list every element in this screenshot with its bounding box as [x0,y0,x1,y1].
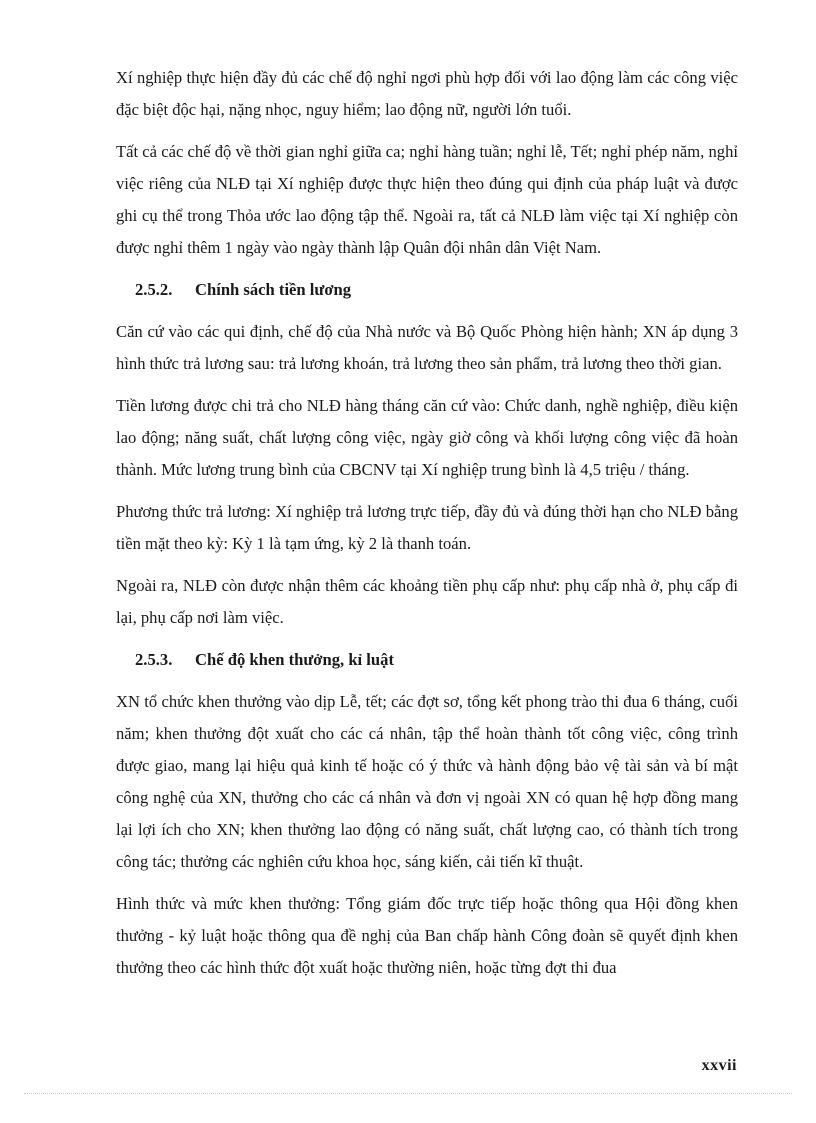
page-number: xxvii [701,1057,737,1074]
footer-divider [24,1093,792,1094]
paragraph-allowances: Ngoài ra, NLĐ còn được nhận thêm các khoảng tiền phụ cấp như: phụ cấp nhà ở, phụ cấp đi lại, phụ cấp nơi làm việc. [116,576,738,627]
section-title: Chính sách tiền lương [195,280,352,299]
section-title: Chế độ khen thưởng, kỉ luật [195,650,394,669]
document-page [116,62,738,994]
paragraph-reward-forms: Hình thức và mức khen thưởng: Tổng giám đốc trực tiếp hoặc thông qua Hội đồng khen thưởng - kỷ luật hoặc thông qua đề nghị của Ban chấp hành Công đoàn sẽ quyết định khen thưởng theo các hình thức đột xuất hoặc thường niên, hoặc từng đợt thi đua [116,894,738,977]
paragraph-leave-time: Tất cả các chế độ về thời gian nghỉ giữa ca; nghỉ hàng tuần; nghỉ lễ, Tết; nghỉ phép năm, nghỉ việc riêng của NLĐ tại Xí nghiệp được thực hiện theo đúng qui định của pháp luật và được ghi cụ thể trong Thỏa ước lao động tập thể. Ngoài ra, tất cả NLĐ làm việc tại Xí nghiệp còn được nghỉ thêm 1 ngày vào ngày thành lập Quân đội nhân dân Việt Nam. [116,142,738,257]
section-number: 2.5.2. [135,280,173,299]
section-number: 2.5.3. [135,650,173,669]
paragraph-rest-regime: Xí nghiệp thực hiện đầy đủ các chế độ nghỉ ngơi phù hợp đối với lao động làm các công việc đặc biệt độc hại, nặng nhọc, nguy hiểm; lao động nữ, người lớn tuổi. [116,68,738,119]
paragraph-salary-payment: Tiền lương được chi trả cho NLĐ hàng tháng căn cứ vào: Chức danh, nghề nghiệp, điều kiện lao động; năng suất, chất lượng công việc, ngày giờ công và khối lượng công việc đã hoàn thành. Mức lương trung bình của CBCNV tại Xí nghiệp trung bình là 4,5 triệu / tháng. [116,396,738,479]
section-heading-salary-policy [116,274,738,306]
paragraph-payment-method: Phương thức trả lương: Xí nghiệp trả lương trực tiếp, đầy đủ và đúng thời hạn cho NLĐ bằng tiền mặt theo kỳ: Kỳ 1 là tạm ứng, kỳ 2 là thanh toán. [116,502,738,553]
section-heading-rewards-discipline [116,644,738,676]
paragraph-rewards: XN tổ chức khen thưởng vào dịp Lễ, tết; các đợt sơ, tổng kết phong trào thi đua 6 tháng, cuối năm; khen thưởng đột xuất cho các cá nhân, tập thể hoàn thành tốt công việc, công trình được giao, mang lại hiệu quả kinh tế hoặc có ý thức và hành động bảo vệ tài sản và bí mật công nghệ của XN, thưởng cho các cá nhân và đơn vị ngoài XN có quan hệ hợp đồng mang lại lợi ích cho XN; khen thưởng lao động có năng suất, chất lượng cao, có thành tích trong công tác; thưởng các nghiên cứu khoa học, sáng kiến, cải tiến kĩ thuật. [116,692,738,871]
paragraph-salary-basis: Căn cứ vào các qui định, chế độ của Nhà nước và Bộ Quốc Phòng hiện hành; XN áp dụng 3 hình thức trả lương sau: trả lương khoán, trả lương theo sản phẩm, trả lương theo thời gian. [116,322,738,373]
